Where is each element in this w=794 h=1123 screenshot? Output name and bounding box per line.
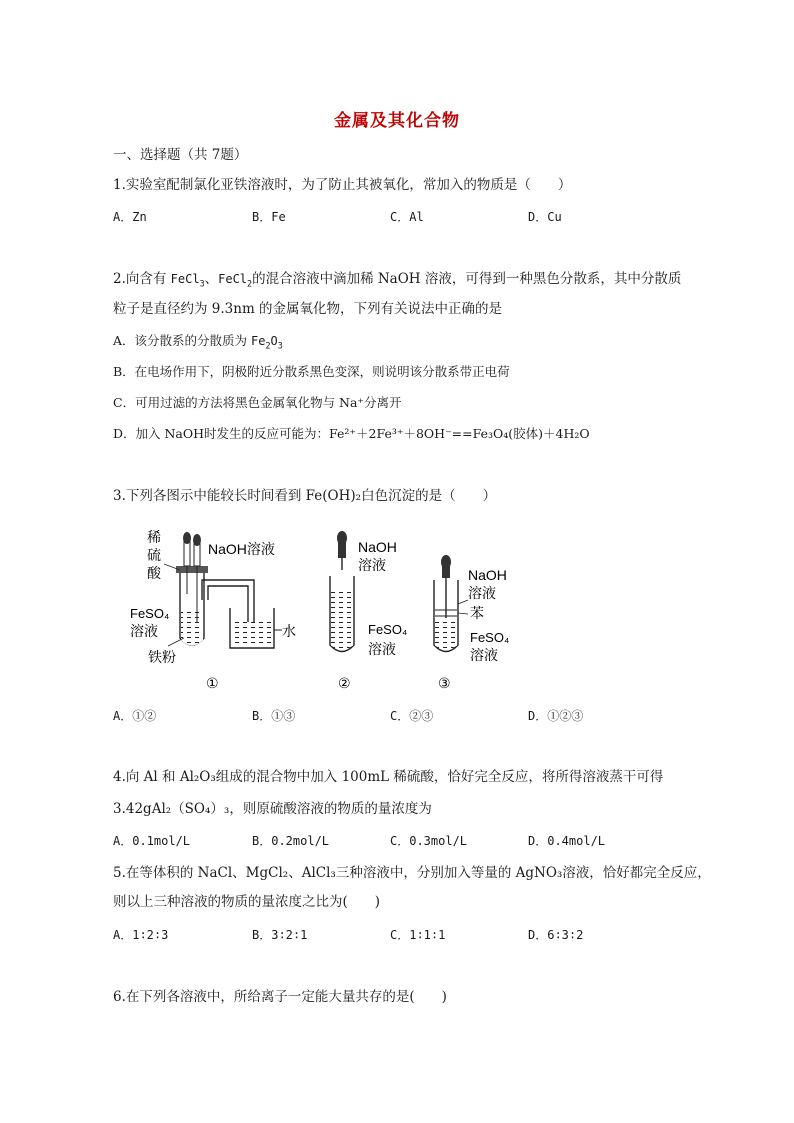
section-heading: 一、选择题（共 7题） — [113, 147, 248, 163]
water-label: 水 — [282, 623, 296, 639]
iron-powder-label: 铁粉 — [148, 649, 176, 665]
feso4-solution-label-apparatus-2: 溶液 — [368, 641, 396, 657]
feso4-solution-label-apparatus-3: 溶液 — [470, 647, 498, 663]
q1-option-a: A．Zn — [113, 210, 147, 224]
apparatus-3 — [434, 555, 468, 652]
q5-option-c: C．1∶1∶1 — [390, 928, 446, 942]
q2-formula-fecl2: FeCl$_2$ — [218, 272, 253, 289]
q1-option-c: C．Al — [390, 210, 424, 224]
q2-formula-fecl3: FeCl$_3$ — [170, 272, 205, 289]
q5-option-d: D．6∶3∶2 — [528, 928, 584, 942]
apparatus-number-2: ② — [338, 675, 351, 691]
naoh-solution-label-apparatus-2: 溶液 — [358, 557, 386, 573]
q2-option-c: C．可用过滤的方法将黑色金属氧化物与 Na⁺分离开 — [113, 395, 402, 410]
question-5-stem-line2: 则以上三种溶液的物质的量浓度之比为( ) — [113, 894, 381, 910]
question-2-stem: 2.向含有 FeCl$_3$、FeCl$_2$的混合溶液中滴加稀 NaOH 溶液，可得到一种黑色分散系，其中分散质 — [113, 271, 682, 289]
question-4-stem-line1: 4.向 Al 和 Al₂O₃组成的混合物中加入 100mL 稀硫酸，恰好完全反应，将所得溶液蒸干可得 — [113, 769, 664, 785]
naoh-label-apparatus-2: NaOH — [358, 539, 397, 555]
q2-option-a — [113, 332, 283, 350]
naoh-label-apparatus-3: NaOH — [468, 567, 507, 583]
naoh-solution-label-apparatus-3: 溶液 — [468, 585, 496, 601]
feso4-solution-label-apparatus-1: 溶液 — [130, 623, 158, 639]
q3-option-c: C．②③ — [390, 709, 434, 723]
q4-option-d: D．0.4mol/L — [528, 834, 606, 848]
q3-option-a: A．①② — [113, 709, 157, 723]
question-5-stem-line1: 5.在等体积的 NaCl、MgCl₂、AlCl₃三种溶液中，分别加入等量的 AgNO₃溶液，恰好都完全反应， — [113, 865, 711, 881]
q2-option-b: B．在电场作用下，阴极附近分散系黑色变深，则说明该分散系带正电荷 — [113, 364, 510, 379]
apparatus-number-3: ③ — [438, 675, 451, 691]
q2-option-d: D．加入 NaOH时发生的反应可能为：Fe²⁺＋2Fe³⁺＋8OH⁻==Fe₃O₄(胶体)＋4H₂O — [113, 426, 590, 441]
acid-label-1: 稀 — [147, 530, 161, 545]
apparatus-number-1: ① — [206, 675, 219, 691]
naoh-label-apparatus-1: NaOH溶液 — [208, 541, 275, 557]
q2-formula-fe2o3: $Fe_2O_3$ — [251, 334, 283, 351]
q2-option-a-text: A．该分散系的分散质为 — [113, 333, 252, 348]
acid-label-2: 硫 — [147, 547, 161, 563]
q3-option-b: B．①③ — [252, 709, 296, 723]
question-6-stem: 6.在下列各溶液中，所给离子一定能大量共存的是( ) — [113, 989, 447, 1005]
q5-option-b: B．3∶2∶1 — [252, 928, 308, 942]
question-2-stem-line2: 粒子是直径约为 9.3nm 的金属氧化物，下列有关说法中正确的是 — [113, 301, 503, 317]
benzene-label: 苯 — [470, 605, 484, 621]
feso4-label-apparatus-3: FeSO₄ — [470, 630, 510, 645]
feso4-label-apparatus-2: FeSO₄ — [368, 622, 408, 637]
q4-option-c: C．0.3mol/L — [390, 834, 468, 848]
apparatus-2 — [330, 531, 354, 652]
q4-option-a: A．0.1mol/L — [113, 834, 191, 848]
q2-stem-start: 2.向含有 — [113, 271, 171, 287]
q3-option-d: D．①②③ — [528, 709, 584, 723]
q2-stem-end: 的混合溶液中滴加稀 NaOH 溶液，可得到一种黑色分散系，其中分散质 — [252, 271, 682, 287]
q4-option-b: B．0.2mol/L — [252, 834, 330, 848]
q1-option-b: B．Fe — [252, 210, 286, 224]
question-1-stem: 1.实验室配制氯化亚铁溶液时，为了防止其被氧化，常加入的物质是（ ） — [113, 177, 572, 193]
feso4-label-apparatus-1: FeSO₄ — [130, 606, 170, 621]
q5-option-a: A．1∶2∶3 — [113, 928, 169, 942]
page-title: 金属及其化合物 — [334, 111, 460, 131]
q1-option-d: D．Cu — [528, 210, 562, 224]
apparatus-figure — [122, 530, 522, 700]
question-3-stem: 3.下列各图示中能较长时间看到 Fe(OH)₂白色沉淀的是（ ） — [113, 488, 497, 504]
question-4-stem-line2: 3.42gAl₂（SO₄）₃，则原硫酸溶液的物质的量浓度为 — [113, 801, 432, 817]
acid-label-3: 酸 — [147, 565, 161, 581]
